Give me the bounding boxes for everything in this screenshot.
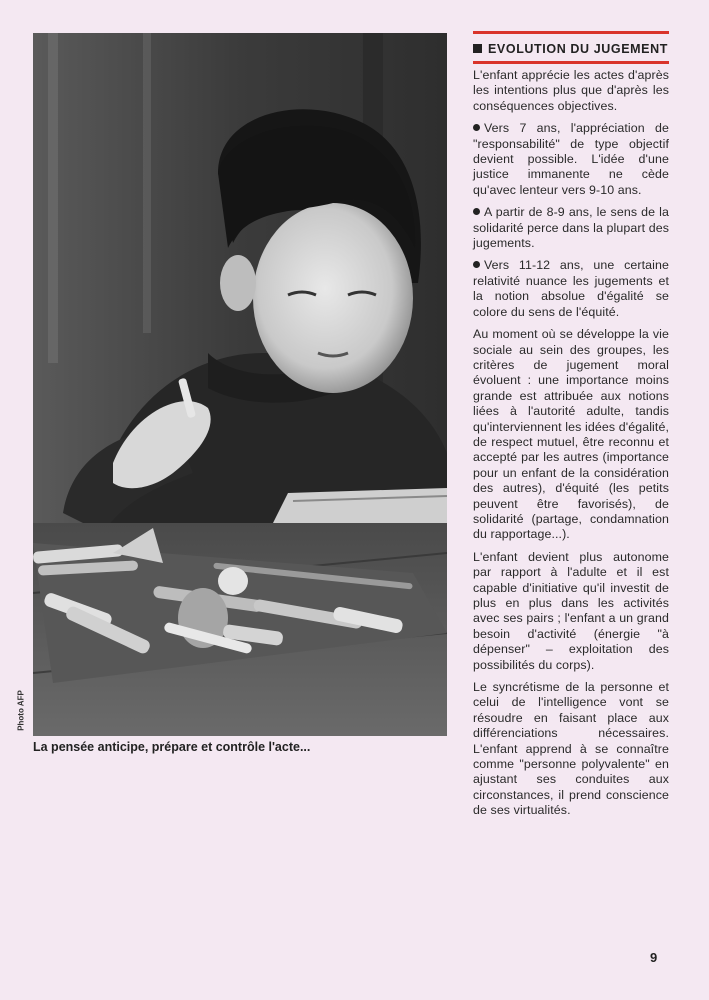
paragraph-text: L'enfant devient plus autonome par rapport à l'adulte et il est capable d'initiative qu'il investit de plus en plus dans les activités avec ses pairs ; l'enfant a un grand besoin d'activité (énergie "à dépenser" – exploitation des possibilités du corps).	[473, 549, 669, 672]
bullet-dot-icon	[473, 124, 480, 131]
paragraph-text: Vers 7 ans, l'appréciation de "responsabilité" de type objectif devient possible. L'idée d'une justice immanente ne cède qu'avec lenteur vers 9-10 ans.	[473, 121, 669, 197]
paragraph	[473, 68, 669, 114]
photo-child-with-clay	[33, 33, 447, 736]
bullet-dot-icon	[473, 208, 480, 215]
paragraph-text: A partir de 8-9 ans, le sens de la solidarité perce dans la plupart des jugements.	[473, 205, 669, 251]
square-bullet-icon	[473, 44, 482, 53]
sidebar-body	[473, 64, 669, 819]
photo-credit-text: Photo AFP	[16, 690, 26, 731]
paragraph-text: Vers 11-12 ans, une certaine relativité nuance les jugements et la notion absolue d'égalité se colore du sens de l'équité.	[473, 258, 669, 319]
bullet-paragraph	[473, 121, 669, 198]
paragraph	[473, 550, 669, 673]
bullet-dot-icon	[473, 261, 480, 268]
bullet-paragraph	[473, 258, 669, 320]
paragraph-text: L'enfant apprécie les actes d'après les intentions plus que d'après les conséquences objectives.	[473, 68, 669, 113]
paragraph	[473, 327, 669, 543]
bullet-paragraph	[473, 205, 669, 251]
photo-caption: La pensée anticipe, prépare et contrôle l'acte...	[33, 740, 311, 754]
paragraph-text: Au moment où se développe la vie sociale au sein des groupes, les critères de jugement moral évoluent : une importance moins grande est attribuée aux notions liées à l'autorité adulte, tandis qu'interviennent les idées d'égalité, de respect mutuel, être reconnu et accepté par les autres (importance pour un enfant de la considération des autres), d'équité (les petits peuvent être favorisés), de solidarité (partage, condamnation du rapportage...).	[473, 327, 669, 542]
paragraph	[473, 680, 669, 819]
sidebar-box	[473, 31, 669, 826]
sidebar-heading	[473, 34, 669, 61]
paragraph-text: Le syncrétisme de la personne et celui de l'intelligence vont se résoudre en faisant place aux différenciations nécessaires. L'enfant apprend à se connaître comme "personne polyvalente" en ajustant ses conduites aux circonstances, il prend conscience de ses virtualités.	[473, 680, 669, 818]
page-number: 9	[650, 950, 658, 965]
photo-illustration	[33, 33, 447, 736]
sidebar-heading-text: EVOLUTION DU JUGEMENT	[488, 42, 668, 56]
photo-credit	[11, 690, 31, 736]
